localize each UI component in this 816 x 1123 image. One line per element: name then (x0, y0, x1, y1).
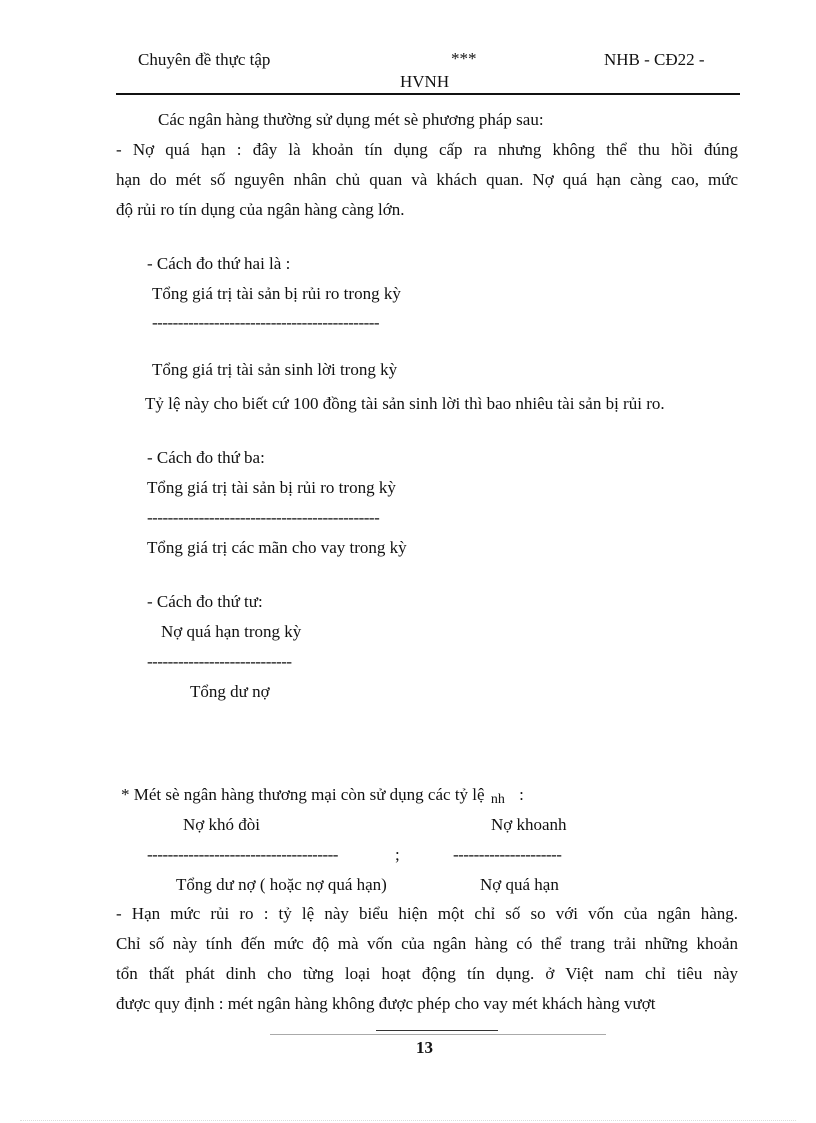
paragraph-overdue-line-1: - Nợ quá hạn : đây là khoản tín dụng cấp ra nhưng không thể thu hồi đúng (116, 140, 738, 159)
paragraph-risk-limit-line-2: Chỉ số này tính đến mức độ mà vốn của ngân hàng có thể trang trải những khoản (116, 934, 738, 953)
method-four-title: - Cách đo thứ tư: (147, 592, 263, 611)
method-two-numerator: Tổng giá trị tài sản bị rủi ro trong kỳ (152, 284, 401, 303)
method-two-fraction-bar: -------------------------------------------- (152, 313, 380, 332)
header-left-title: Chuyên đề thực tập (138, 50, 271, 69)
ratio-separator: ; (395, 845, 400, 864)
method-two-note: Tỷ lệ này cho biết cứ 100 đồng tài sản sinh lời thì bao nhiêu tài sản bị rủi ro. (145, 394, 665, 413)
header-rule (116, 93, 740, 95)
paragraph-overdue-line-3: độ rủi ro tín dụng của ngân hàng càng lớn. (116, 200, 405, 219)
ratio-one-fraction-bar: ------------------------------------- (147, 845, 338, 864)
ratio-one-numerator: Nợ khó đòi (183, 815, 260, 834)
intro-text: Các ngân hàng thường sử dụng mét sè phương pháp sau: (158, 110, 544, 129)
paragraph-risk-limit-line-1: - Hạn mức rủi ro : tỷ lệ này biểu hiện một chỉ số so với vốn của ngân hàng. (116, 904, 738, 923)
page-number: 13 (416, 1038, 433, 1057)
method-three-denominator: Tổng giá trị các mãn cho vay trong kỳ (147, 538, 407, 557)
header-right-code: NHB - CĐ22 - (604, 50, 705, 69)
method-two-denominator: Tổng giá trị tài sản sinh lời trong kỳ (152, 360, 398, 379)
footer-rule-short (376, 1030, 498, 1031)
method-two-title: - Cách đo thứ hai là : (147, 254, 291, 273)
method-four-denominator: Tổng dư nợ (190, 682, 270, 701)
paragraph-risk-limit-line-4: được quy định : mét ngân hàng không được phép cho vay mét khách hàng vượt (116, 994, 656, 1013)
ratio-one-denominator: Tổng dư nợ ( hoặc nợ quá hạn) (176, 875, 387, 894)
ratio-two-denominator: Nợ quá hạn (480, 875, 559, 894)
footer-rule-long (270, 1034, 606, 1035)
header-center-stars: *** (451, 49, 477, 68)
page-bottom-edge (20, 1120, 796, 1121)
ratios-intro (121, 785, 524, 805)
method-three-fraction-bar: --------------------------------------------- (147, 508, 380, 527)
method-four-numerator: Nợ quá hạn trong kỳ (161, 622, 302, 641)
ratio-two-fraction-bar: --------------------- (453, 845, 562, 864)
ratio-two-numerator: Nợ khoanh (491, 815, 567, 834)
ratios-intro-small: nh (490, 792, 505, 807)
method-three-numerator: Tổng giá trị tài sản bị rủi ro trong kỳ (147, 478, 396, 497)
header-second-line: HVNH (400, 72, 450, 91)
ratios-intro-text: * Mét sè ngân hàng thương mại còn sử dụng các tỷ lệ (121, 785, 485, 804)
paragraph-overdue-line-2: hạn do mét số nguyên nhân chủ quan và khách quan. Nợ quá hạn càng cao, mức (116, 170, 738, 189)
method-four-fraction-bar: ---------------------------- (147, 652, 292, 671)
method-three-title: - Cách đo thứ ba: (147, 448, 265, 467)
ratios-intro-colon: : (519, 785, 524, 804)
paragraph-risk-limit-line-3: tổn thất phát dinh cho từng loại hoạt động tín dụng. ở Việt nam chỉ tiêu này (116, 964, 738, 983)
